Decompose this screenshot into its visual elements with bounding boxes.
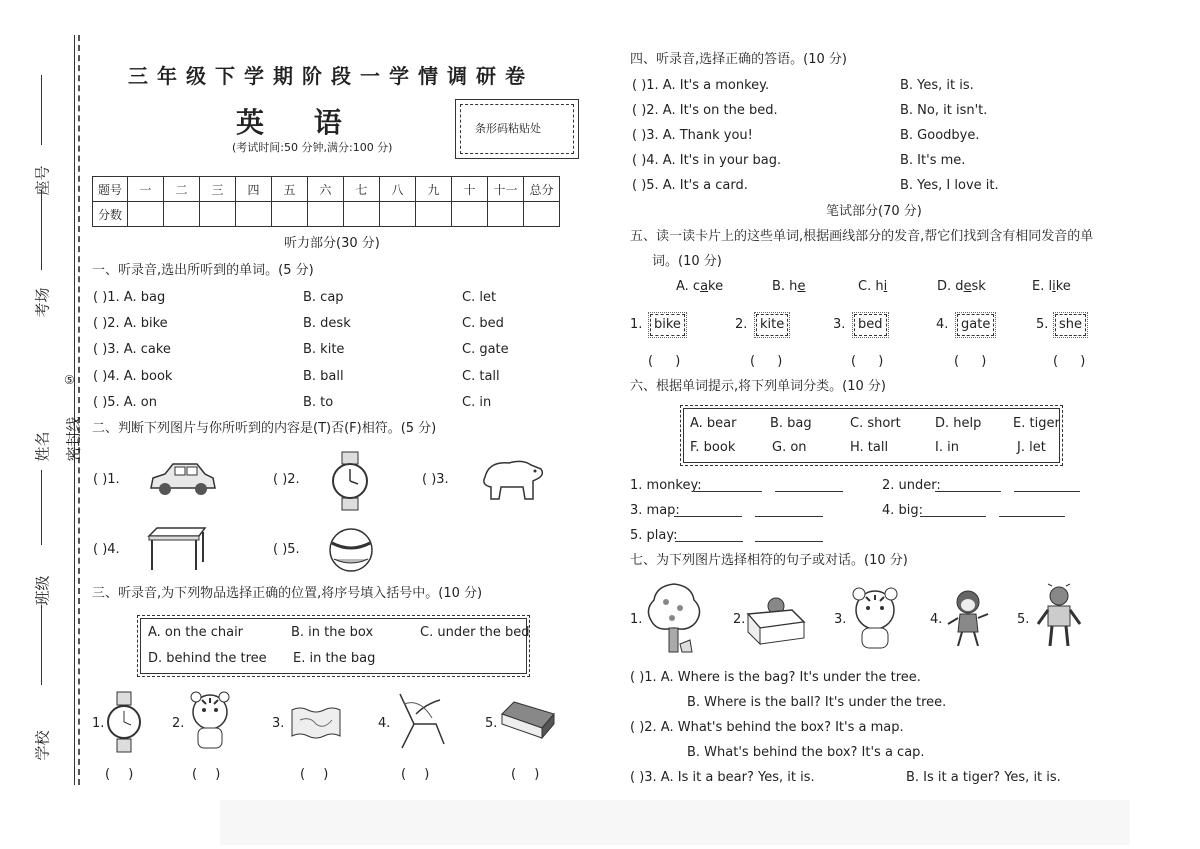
s5-card-4: gate <box>957 314 994 336</box>
s1-q3-b: B. kite <box>303 342 345 357</box>
s1-q1-b: B. cap <box>303 290 344 305</box>
written-section-title: 笔试部分(70 分) <box>826 204 922 219</box>
s2-q5-label[interactable]: ( )5. <box>273 542 300 557</box>
s4-title: 四、听录音,选择正确的答语。(10 分) <box>630 52 847 67</box>
s2-q4-label[interactable]: ( )4. <box>93 542 120 557</box>
s1-q3-c: C. gate <box>462 342 509 357</box>
s6-prompt-4: 4. big: <box>882 503 924 518</box>
book-icon <box>500 700 556 746</box>
class-blank <box>41 605 42 685</box>
seat-blank <box>41 75 42 145</box>
score-table-header-row: 题号 一 二 三 四 五 六 七 八 九 十 十一 总分 <box>93 177 560 202</box>
s5-option-b: B. he <box>772 279 806 294</box>
seal-number: ⑤ <box>64 373 75 387</box>
tiger-icon <box>850 588 900 650</box>
s1-q1-c: C. let <box>462 290 497 305</box>
exam-title: 三年级下学期阶段一学情调研卷 <box>128 64 534 88</box>
room-blank <box>41 190 42 270</box>
s6-blank-5a[interactable] <box>675 529 743 542</box>
listening-section-title: 听力部分(30 分) <box>284 236 380 251</box>
seat-label: 座号 <box>33 165 52 196</box>
s3-option-e: E. in the bag <box>293 651 376 666</box>
s3-bracket-1[interactable]: ( ) <box>105 767 134 782</box>
s6-blank-2a[interactable] <box>935 479 1001 492</box>
s6-prompt-1: 1. monkey: <box>630 478 702 493</box>
s6-word-j: J. let <box>1017 440 1046 455</box>
s6-prompt-3: 3. map: <box>630 503 680 518</box>
s3-option-a: A. on the chair <box>148 625 244 640</box>
s6-blank-4b[interactable] <box>999 504 1065 517</box>
s5-card-num-5: 5. <box>1036 317 1049 332</box>
s4-q2[interactable]: ( )2. A. It's on the bed. <box>632 103 778 118</box>
ball-icon <box>328 527 374 573</box>
s6-word-c: C. short <box>850 416 901 431</box>
s5-option-d: D. desk <box>937 279 986 294</box>
s6-blank-5b[interactable] <box>755 529 823 542</box>
s1-q4-c: C. tall <box>462 369 500 384</box>
box-icon <box>746 596 806 646</box>
s3-num-3: 3. <box>272 716 285 731</box>
barcode-label: 条形码粘贴处 <box>475 122 541 135</box>
tiger-icon <box>188 692 232 752</box>
s4-q5-b: B. Yes, I love it. <box>900 178 999 193</box>
s4-q1-b: B. Yes, it is. <box>900 78 974 93</box>
watch-icon <box>330 452 370 510</box>
seal-label: 密封线 <box>64 416 83 462</box>
school-label: 学校 <box>33 730 52 761</box>
bear-icon <box>479 455 545 503</box>
s5-option-c: C. hi <box>858 279 888 294</box>
s6-word-f: F. book <box>690 440 736 455</box>
s1-q4-b: B. ball <box>303 369 344 384</box>
s1-q2-c: C. bed <box>462 316 504 331</box>
s4-q3-b: B. Goodbye. <box>900 128 980 143</box>
s7-q3-a[interactable]: ( )3. A. Is it a bear? Yes, it is. <box>630 770 815 785</box>
s3-bracket-5[interactable]: ( ) <box>511 767 540 782</box>
monkey-icon <box>946 588 990 648</box>
s4-q4-b: B. It's me. <box>900 153 966 168</box>
robot-icon <box>1036 584 1082 650</box>
s6-word-h: H. tall <box>850 440 889 455</box>
s3-num-4: 4. <box>378 716 391 731</box>
s7-num-2: 2. <box>733 612 746 627</box>
s4-q1[interactable]: ( )1. A. It's a monkey. <box>632 78 770 93</box>
s5-card-1: bike <box>650 314 685 336</box>
name-label: 姓名 <box>33 431 52 462</box>
s1-q5-c: C. in <box>462 395 492 410</box>
s3-option-c: C. under the bed <box>420 625 530 640</box>
margin-line <box>74 35 75 785</box>
barcode-area <box>455 99 579 159</box>
s7-q1-a[interactable]: ( )1. A. Where is the bag? It's under the tree. <box>630 670 921 685</box>
s6-blank-2b[interactable] <box>1014 479 1080 492</box>
s1-q5[interactable]: ( )5. A. on <box>93 395 157 410</box>
hat-icon <box>396 694 446 750</box>
s1-title: 一、听录音,选出所听到的单词。(5 分) <box>92 263 314 278</box>
s1-q1[interactable]: ( )1. A. bag <box>93 290 166 305</box>
car-icon <box>147 460 217 500</box>
s5-bracket-5[interactable]: ( ) <box>1053 354 1086 369</box>
s2-q3-label[interactable]: ( )3. <box>422 472 449 487</box>
subject-title: 英 语 <box>236 106 362 139</box>
name-blank <box>41 470 42 545</box>
s6-word-b: B. bag <box>770 416 812 431</box>
s6-word-e: E. tiger <box>1013 416 1060 431</box>
s1-q2-b: B. desk <box>303 316 351 331</box>
s5-option-a: A. cake <box>676 279 724 294</box>
s1-q3[interactable]: ( )3. A. cake <box>93 342 171 357</box>
s5-title-2: 词。(10 分) <box>652 254 722 269</box>
s6-blank-1a[interactable] <box>694 479 762 492</box>
table-icon <box>147 526 207 572</box>
s7-q2-b: B. What's behind the box? It's a cap. <box>687 745 925 760</box>
watch-icon <box>106 692 142 752</box>
s7-title: 七、为下列图片选择相符的句子或对话。(10 分) <box>630 553 908 568</box>
s7-num-4: 4. <box>930 612 943 627</box>
s5-bracket-4[interactable]: ( ) <box>954 354 987 369</box>
s6-blank-1b[interactable] <box>775 479 843 492</box>
class-label: 班级 <box>33 575 52 606</box>
s6-blank-3b[interactable] <box>755 504 823 517</box>
s6-blank-4a[interactable] <box>920 504 986 517</box>
s5-title: 五、读一读卡片上的这些单词,根据画线部分的发音,帮它们找到含有相同发音的单 <box>630 229 1094 244</box>
score-table <box>92 176 560 227</box>
s6-prompt-2: 2. under: <box>882 478 941 493</box>
s5-bracket-3[interactable]: ( ) <box>851 354 884 369</box>
seal-dashed-line <box>78 35 80 785</box>
s1-q5-b: B. to <box>303 395 334 410</box>
score-table-score-row: 分数 <box>93 202 560 227</box>
map-icon <box>290 706 342 740</box>
s6-word-g: G. on <box>772 440 807 455</box>
s3-option-b: B. in the box <box>291 625 374 640</box>
s1-q2[interactable]: ( )2. A. bike <box>93 316 168 331</box>
s5-bracket-2[interactable]: ( ) <box>750 354 783 369</box>
s5-card-5: she <box>1055 314 1086 336</box>
s1-q4[interactable]: ( )4. A. book <box>93 369 173 384</box>
exam-info: (考试时间:50 分钟,满分:100 分) <box>232 141 393 154</box>
s3-bracket-2[interactable]: ( ) <box>192 767 221 782</box>
s2-title: 二、判断下列图片与你所听到的内容是(T)否(F)相符。(5 分) <box>92 421 437 436</box>
s4-q4[interactable]: ( )4. A. It's in your bag. <box>632 153 782 168</box>
s6-word-a: A. bear <box>690 416 737 431</box>
s2-q2-label[interactable]: ( )2. <box>273 472 300 487</box>
s4-q3[interactable]: ( )3. A. Thank you! <box>632 128 753 143</box>
s5-bracket-1[interactable]: ( ) <box>648 354 681 369</box>
s5-card-2: kite <box>756 314 788 336</box>
s6-word-d: D. help <box>935 416 982 431</box>
s7-num-3: 3. <box>834 612 847 627</box>
s7-q2-a[interactable]: ( )2. A. What's behind the box? It's a map. <box>630 720 904 735</box>
s3-num-2: 2. <box>172 716 185 731</box>
s4-q2-b: B. No, it isn't. <box>900 103 988 118</box>
s5-option-e: E. like <box>1032 279 1071 294</box>
s7-q1-b: B. Where is the ball? It's under the tree. <box>687 695 947 710</box>
bottom-blank-area <box>220 800 1130 845</box>
s3-num-1: 1. <box>92 716 105 731</box>
s2-q1-label[interactable]: ( )1. <box>93 472 120 487</box>
s7-q3-b: B. Is it a tiger? Yes, it is. <box>906 770 1061 785</box>
s7-num-5: 5. <box>1017 612 1030 627</box>
s3-bracket-3[interactable]: ( ) <box>300 767 329 782</box>
s3-title: 三、听录音,为下列物品选择正确的位置,将序号填入括号中。(10 分) <box>92 586 483 601</box>
s5-card-num-3: 3. <box>833 317 846 332</box>
s3-num-5: 5. <box>485 716 498 731</box>
s3-bracket-4[interactable]: ( ) <box>401 767 430 782</box>
s4-q5[interactable]: ( )5. A. It's a card. <box>632 178 748 193</box>
s5-card-num-4: 4. <box>936 317 949 332</box>
s3-option-d: D. behind the tree <box>148 651 267 666</box>
tree-icon <box>644 582 704 654</box>
s6-prompt-5: 5. play: <box>630 528 678 543</box>
s5-card-num-1: 1. <box>630 317 643 332</box>
s6-word-i: I. in <box>935 440 959 455</box>
s5-card-3: bed <box>854 314 887 336</box>
s6-title: 六、根据单词提示,将下列单词分类。(10 分) <box>630 379 886 394</box>
s5-card-num-2: 2. <box>735 317 748 332</box>
room-label: 考场 <box>33 287 52 318</box>
s7-num-1: 1. <box>630 612 643 627</box>
s6-blank-3a[interactable] <box>674 504 742 517</box>
